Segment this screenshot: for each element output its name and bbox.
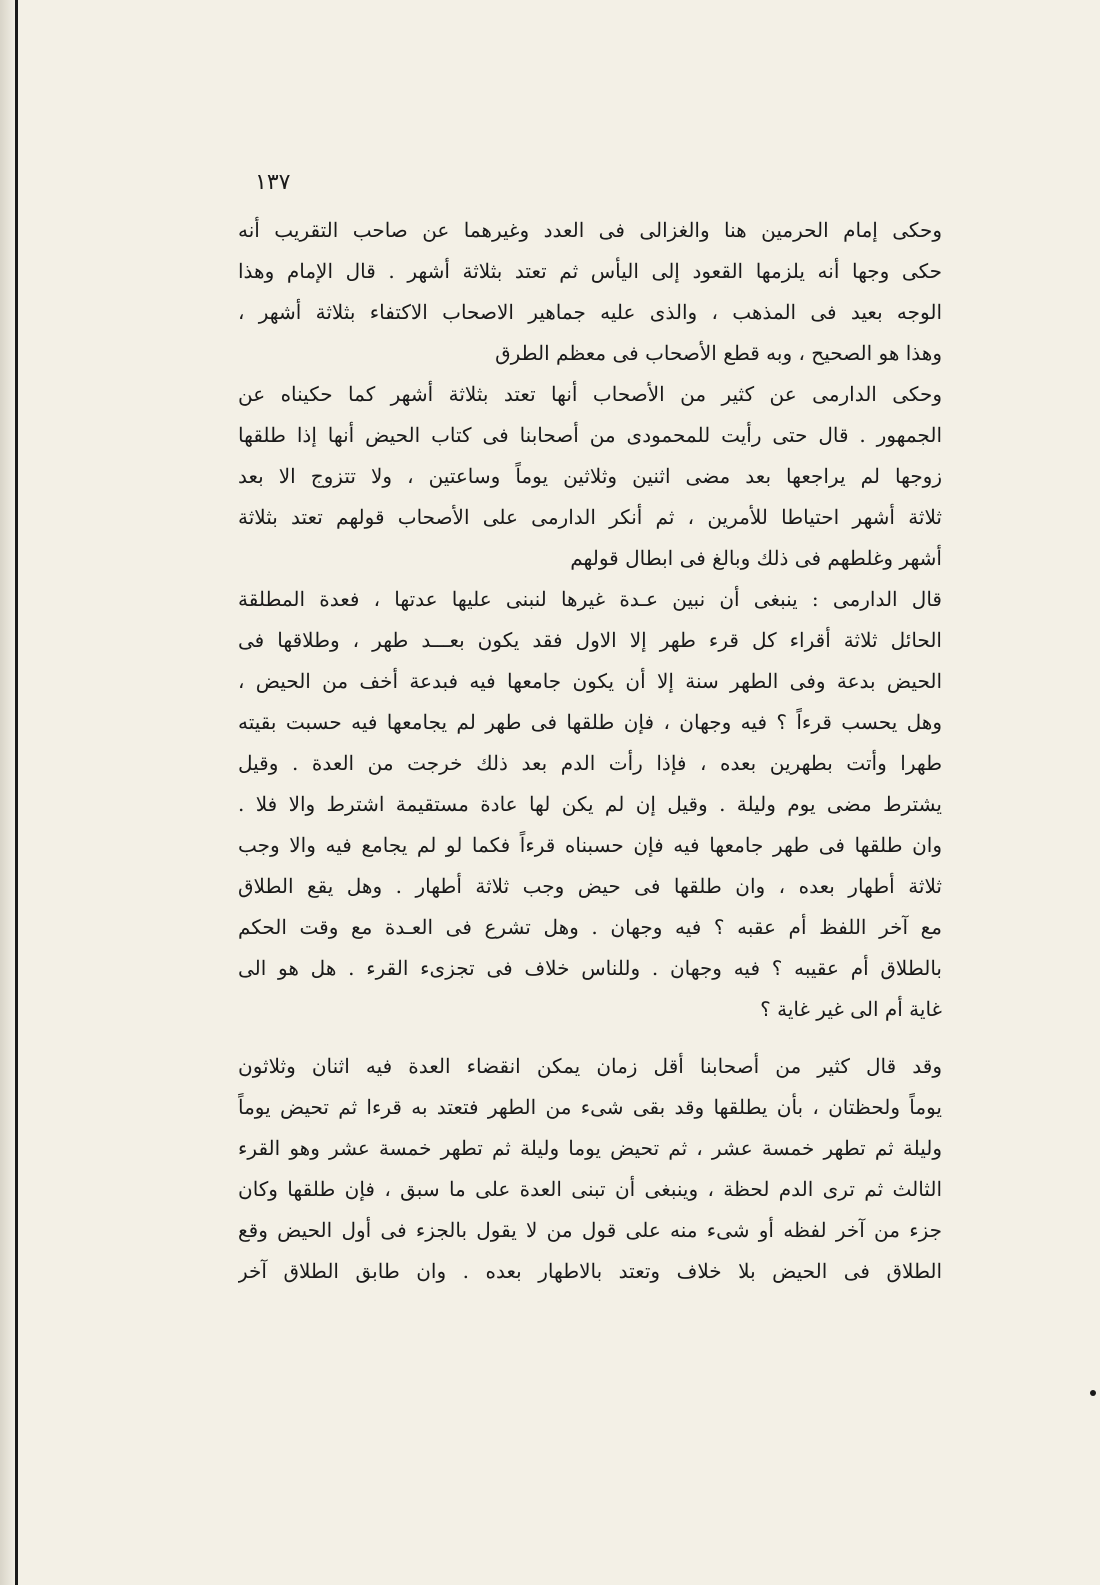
paragraph-3	[238, 579, 942, 1030]
text-line: حكى وجها أنه يلزمها القعود إلى اليأس ثم تعتد بثلاثة أشهر . قال الإمام وهذا	[238, 259, 942, 283]
page-number: ١٣٧	[255, 170, 291, 195]
text-line: الطلاق فى الحيض بلا خلاف وتعتد بالاطهار بعده . وان طابق الطلاق آخر	[238, 1259, 942, 1283]
text-line: قال الدارمى : ينبغى أن نبين عـدة غيرها لنبنى عليها عدتها ، فعدة المطلقة	[238, 587, 942, 611]
text-line: وليلة ثم تطهر خمسة عشر ، ثم تحيض يوما وليلة ثم تطهر خمسة عشر وهو القرء	[238, 1136, 942, 1160]
page-left-border-line	[15, 0, 18, 1585]
text-line: وقد قال كثير من أصحابنا أقل زمان يمكن انقضاء العدة فيه اثنان وثلاثون	[238, 1054, 942, 1078]
text-line: أشهر وغلطهم فى ذلك وبالغ فى ابطال قولهم	[570, 546, 942, 570]
text-line: وهذا هو الصحيح ، وبه قطع الأصحاب فى معظم الطرق	[495, 341, 942, 365]
page-left-edge-shadow	[0, 0, 16, 1585]
paragraph-2	[238, 374, 942, 579]
text-line: وحكى الدارمى عن كثير من الأصحاب أنها تعتد بثلاثة أشهر كما حكيناه عن	[238, 382, 942, 406]
text-line: الجمهور . قال حتى رأيت للمحمودى من أصحابنا فى كتاب الحيض أنها إذا طلقها	[238, 423, 942, 447]
text-line: ثلاثة أطهار بعده ، وان طلقها فى حيض وجب ثلاثة أطهار . وهل يقع الطلاق	[238, 874, 942, 898]
text-line: يوماً ولحظتان ، بأن يطلقها وقد بقى شىء من الطهر فتعتد به قرءا ثم تحيض يوماً	[238, 1095, 942, 1119]
text-line: غاية أم الى غير غاية ؟	[760, 997, 942, 1021]
text-line: يشترط مضى يوم وليلة . وقيل إن لم يكن لها عادة مستقيمة اشترط والا فلا .	[238, 792, 942, 816]
text-line: الوجه بعيد فى المذهب ، والذى عليه جماهير الاصحاب الاكتفاء بثلاثة أشهر ،	[238, 300, 942, 324]
paragraph-1	[238, 210, 942, 374]
text-line: مع آخر اللفظ أم عقبه ؟ فيه وجهان . وهل تشرع فى العـدة مع وقت الحكم	[238, 915, 942, 939]
text-line: وحكى إمام الحرمين هنا والغزالى فى العدد وغيرهما عن صاحب التقريب أنه	[238, 218, 942, 242]
main-text-block	[238, 210, 942, 1292]
text-line: ثلاثة أشهر احتياطا للأمرين ، ثم أنكر الدارمى على الأصحاب قولهم تعتد بثلاثة	[238, 505, 942, 529]
text-line: طهرا وأتت بطهرين بعده ، فإذا رأت الدم بعد ذلك خرجت من العدة . وقيل	[238, 751, 942, 775]
text-line: وهل يحسب قرءاً ؟ فيه وجهان ، فإن طلقها فى طهر لم يجامعها فيه حسبت بقيته	[238, 710, 942, 734]
paragraph-4	[238, 1046, 942, 1292]
text-line: زوجها لم يراجعها بعد مضى اثنين وثلاثين يوماً وساعتين ، ولا تتزوج الا بعد	[238, 464, 942, 488]
text-line: جزء من آخر لفظه أو شىء منه على قول من لا يقول بالجزء فى أول الحيض وقع	[238, 1218, 942, 1242]
text-line: وان طلقها فى طهر جامعها فيه فإن حسبناه قرءاً فكما لو لم يجامع فيه والا وجب	[238, 833, 942, 857]
text-line: الثالث ثم ترى الدم لحظة ، وينبغى أن تبنى العدة على ما سبق ، فإن طلقها وكان	[238, 1177, 942, 1201]
text-line: بالطلاق أم عقيبه ؟ فيه وجهان . وللناس خلاف فى تجزىء القرء . هل هو الى	[238, 956, 942, 980]
text-line: الحائل ثلاثة أقراء كل قرء طهر إلا الاول فقد يكون بعـــد طهر ، وطلاقها فى	[238, 628, 942, 652]
scan-edge-mark	[1090, 1390, 1096, 1396]
paragraph-spacer	[238, 1030, 942, 1046]
text-line: الحيض بدعة وفى الطهر سنة إلا أن يكون جامعها فيه فبدعة أخف من الحيض ،	[238, 669, 942, 693]
